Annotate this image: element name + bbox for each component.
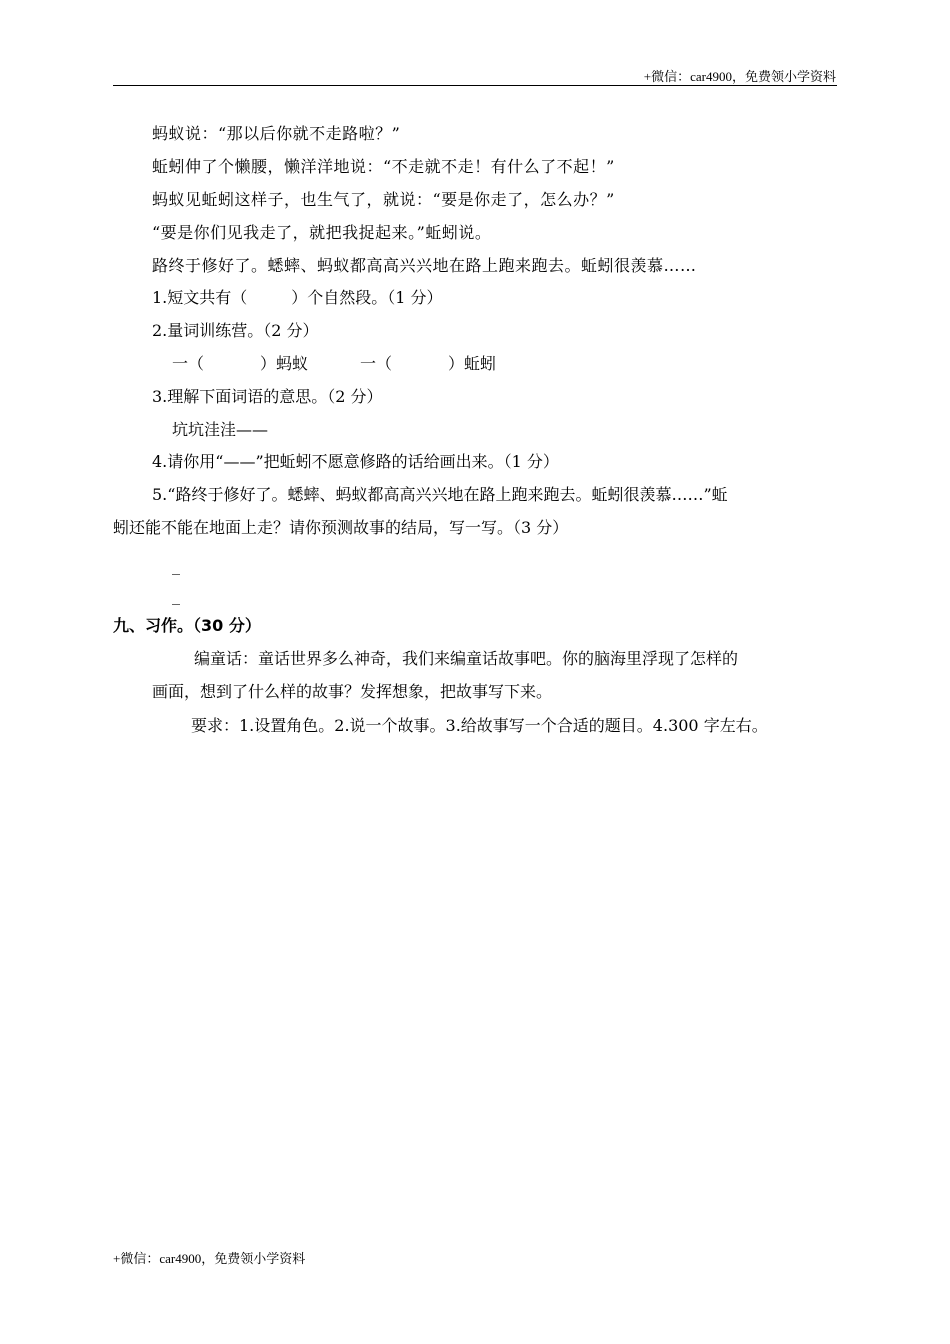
section-9-title: 九、习作。（30 分）: [113, 616, 261, 635]
question-1: [152, 288, 443, 308]
question-5-line-2: 蚓还能不能在地面上走？请你预测故事的结局，写一写。（3 分）: [113, 518, 569, 537]
section-9-prompt-line-1: 编童话：童话世界多么神奇，我们来编童话故事吧。你的脑海里浮现了怎样的: [194, 649, 739, 668]
answer-line-1: _: [172, 556, 180, 575]
question-2: 2.量词训练营。（2 分）: [152, 321, 319, 340]
question-3: 3.理解下面词语的意思。（2 分）: [152, 387, 383, 406]
measure-word-a-suffix: ）蚂蚁: [260, 354, 309, 373]
question-4: 4.请你用“——”把蚯蚓不愿意修路的话给画出来。（1 分）: [152, 452, 559, 471]
question-3-word: 坑坑洼洼——: [172, 420, 269, 439]
answer-line-2: _: [172, 586, 180, 605]
page-footer-note: +微信：car4900，免费领小学资料: [113, 1251, 306, 1266]
question-5-line-1: 5.“路终于修好了。蟋蟀、蚂蚁都高高兴兴地在路上跑来跑去。蚯蚓很羡慕……”蚯: [152, 485, 728, 504]
story-paragraph-5: 路终于修好了。蟋蟀、蚂蚁都高高兴兴地在路上跑来跑去。蚯蚓很羡慕……: [152, 256, 697, 275]
story-paragraph-4: “要是你们见我走了，就把我捉起来。”蚯蚓说。: [152, 223, 492, 242]
story-paragraph-1: 蚂蚁说：“那以后你就不走路啦？”: [152, 124, 401, 143]
story-paragraph-2: 蚯蚓伸了个懒腰，懒洋洋地说：“不走就不走！有什么了不起！”: [152, 157, 615, 176]
measure-word-b-prefix: 一（: [360, 354, 393, 373]
header-divider: [113, 85, 837, 86]
section-9-requirements: 要求：1.设置角色。2.说一个故事。3.给故事写一个合适的题目。4.300 字左右。: [191, 716, 768, 735]
question-1-prefix: 1.短文共有（: [152, 288, 248, 307]
measure-word-a-prefix: 一（: [172, 354, 205, 373]
question-1-suffix: ）个自然段。（1 分）: [291, 288, 443, 307]
page-header-note: +微信：car4900，免费领小学资料: [643, 69, 836, 84]
story-paragraph-3: 蚂蚁见蚯蚓这样子，也生气了，就说：“要是你走了，怎么办？”: [152, 190, 615, 209]
measure-word-b-suffix: ）蚯蚓: [448, 354, 497, 373]
question-2-items: [172, 354, 496, 374]
section-9-prompt-line-2: 画面，想到了什么样的故事？发挥想象，把故事写下来。: [152, 682, 553, 701]
